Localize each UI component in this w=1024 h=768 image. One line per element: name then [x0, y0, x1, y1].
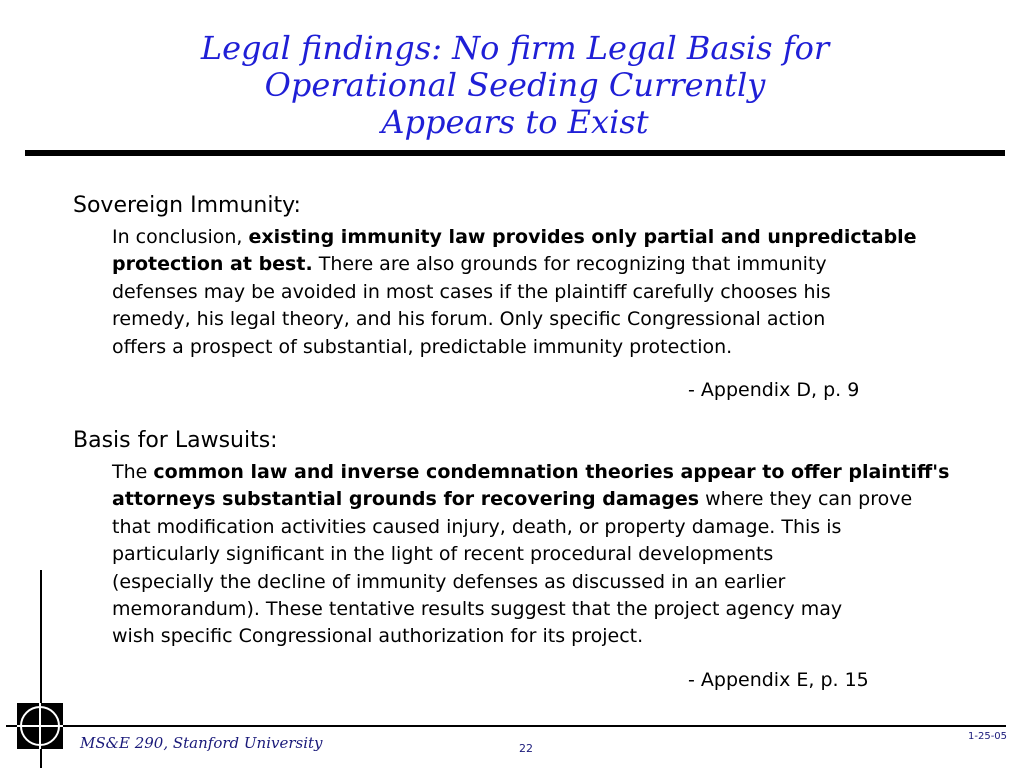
title-divider — [25, 150, 1005, 156]
footer-date: 1-25-05 — [968, 731, 1008, 742]
paragraph-line: offers a prospect of substantial, predictable immunity protection. — [112, 335, 733, 358]
title-line-3: Appears to Exist — [381, 103, 649, 141]
paragraph-line: defenses may be avoided in most cases if the plaintiff carefully chooses his — [112, 280, 831, 303]
footer-horizontal-rule — [6, 725, 1006, 727]
footer-page-number: 22 — [519, 742, 533, 755]
paragraph-line: that modification activities caused injury, death, or property damage. This is — [112, 515, 842, 538]
section-heading-basis-for-lawsuits: Basis for Lawsuits: — [73, 428, 278, 453]
paragraph-line: wish specific Congressional authorization for its project. — [112, 625, 644, 648]
paragraph-line: The common law and inverse condemnation theories appear to offer plaintiff's — [112, 461, 950, 483]
paragraph-line: protection at best. There are also grounds for recognizing that immunity — [112, 253, 827, 276]
citation-appendix-d: - Appendix D, p. 9 — [688, 379, 860, 401]
footer-course: MS&E 290, Stanford University — [80, 734, 323, 752]
title-line-1: Legal findings: No firm Legal Basis for — [200, 29, 830, 67]
basis-for-lawsuits-paragraph — [112, 459, 949, 651]
paragraph-line: In conclusion, existing immunity law provides only partial and unpredictable — [112, 226, 917, 248]
paragraph-line: attorneys substantial grounds for recovering damages where they can prove — [112, 488, 913, 511]
title-line-2: Operational Seeding Currently — [264, 66, 766, 104]
slide-title — [60, 30, 970, 141]
paragraph-line: memorandum). These tentative results suggest that the project agency may — [112, 598, 843, 621]
sovereign-immunity-paragraph — [112, 224, 917, 361]
paragraph-line: (especially the decline of immunity defenses as discussed in an earlier — [112, 570, 786, 593]
paragraph-line: remedy, his legal theory, and his forum. Only specific Congressional action — [112, 308, 826, 331]
paragraph-line: particularly significant in the light of recent procedural developments — [112, 543, 774, 566]
section-heading-sovereign-immunity: Sovereign Immunity: — [73, 193, 301, 218]
citation-appendix-e: - Appendix E, p. 15 — [688, 669, 869, 691]
